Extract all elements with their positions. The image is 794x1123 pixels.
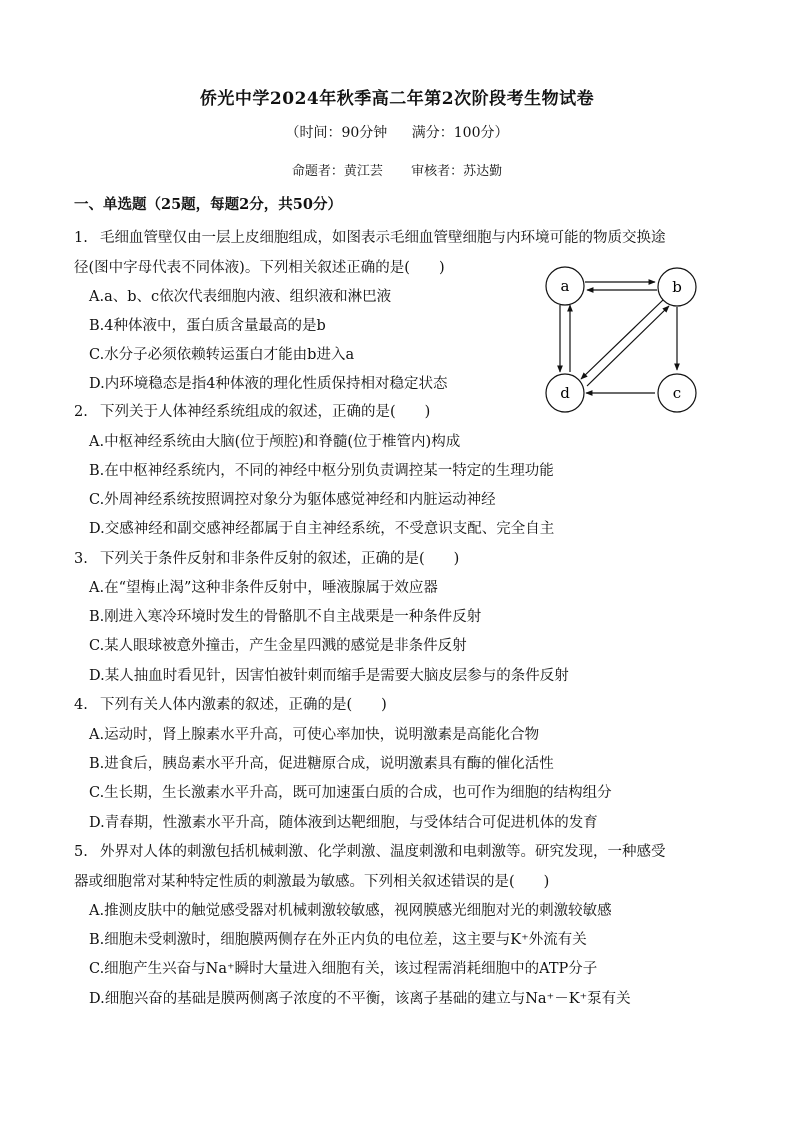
question-5-option-c: C.细胞产生兴奋与Na⁺瞬时大量进入细胞有关，该过程需消耗细胞中的ATP分子 <box>89 961 598 977</box>
node-c-label: c <box>672 384 682 402</box>
question-2-option-b: B.在中枢神经系统内，不同的神经中枢分别负责调控某一特定的生理功能 <box>89 463 554 479</box>
exam-time: （时间：90分钟 <box>285 125 388 141</box>
question-5-option-a: A.推测皮肤中的触觉感受器对机械刺激较敏感，视网膜感光细胞对光的刺激较敏感 <box>89 903 612 919</box>
arrow-d-to-b <box>587 306 669 386</box>
question-text: 下列关于人体神经系统组成的叙述，正确的是( ) <box>100 404 431 420</box>
question-4-stem <box>74 695 387 715</box>
exam-title: 侨光中学2024年秋季高二年第2次阶段考生物试卷 <box>199 89 595 109</box>
question-number: 2. <box>74 404 88 420</box>
reviewer-name: 审核者：苏达勤 <box>411 164 503 179</box>
question-3-option-c: C.某人眼球被意外撞击，产生金星四溅的感觉是非条件反射 <box>89 638 467 654</box>
exam-score: 满分：100分） <box>411 125 509 141</box>
node-b-label: b <box>672 278 682 296</box>
question-3-option-d: D.某人抽血时看见针，因害怕被针刺而缩手是需要大脑皮层参与的条件反射 <box>89 668 569 684</box>
question-1-option-c: C.水分子必须依赖转运蛋白才能由b进入a <box>89 347 355 363</box>
question-2-option-c: C.外周神经系统按照调控对象分为躯体感觉神经和内脏运动神经 <box>89 492 496 508</box>
author-name: 命题者：黄江芸 <box>291 164 383 179</box>
question-text: 毛细血管壁仅由一层上皮细胞组成，如图表示毛细血管壁细胞与内环境可能的物质交换途 <box>100 230 666 246</box>
question-3-stem <box>74 549 459 569</box>
question-text: 外界对人体的刺激包括机械刺激、化学刺激、温度刺激和电刺激等。研究发现，一种感受 <box>100 844 666 860</box>
question-text: 下列关于条件反射和非条件反射的叙述，正确的是( ) <box>100 551 460 567</box>
exam-info <box>0 122 794 142</box>
arrow-b-to-d <box>581 300 663 379</box>
question-2-option-d: D.交感神经和副交感神经都属于自主神经系统，不受意识支配、完全自主 <box>89 521 555 537</box>
question-number: 5. <box>74 844 88 860</box>
question-1-stem-line-2: 径(图中字母代表不同体液)。下列相关叙述正确的是( ) <box>74 260 445 276</box>
question-3-option-b: B.刚进入寒冷环境时发生的骨骼肌不自主战栗是一种条件反射 <box>89 609 482 625</box>
question-1-option-d: D.内环境稳态是指4种体液的理化性质保持相对稳定状态 <box>89 376 448 392</box>
question-4-option-c: C.生长期，生长激素水平升高，既可加速蛋白质的合成，也可作为细胞的结构组分 <box>89 785 612 801</box>
question-3-option-a: A.在“望梅止渴”这种非条件反射中，唾液腺属于效应器 <box>89 580 438 596</box>
section-heading: 一、单选题（25题，每题2分，共50分） <box>74 196 342 213</box>
question-number: 4. <box>74 697 88 713</box>
node-a-label: a <box>560 277 570 295</box>
question-1-option-a: A.a、b、c依次代表细胞内液、组织液和淋巴液 <box>89 289 392 305</box>
question-1-option-b: B.4种体液中，蛋白质含量最高的是b <box>89 318 326 334</box>
question-5-option-b: B.细胞未受刺激时，细胞膜两侧存在外正内负的电位差，这主要与K⁺外流有关 <box>89 932 587 948</box>
exam-authors <box>0 160 794 179</box>
question-5-option-d: D.细胞兴奋的基础是膜两侧离子浓度的不平衡，该离子基础的建立与Na⁺－K⁺泵有关 <box>89 991 631 1007</box>
node-d-label: d <box>560 384 570 402</box>
question-4-option-b: B.进食后，胰岛素水平升高，促进糖原合成，说明激素具有酶的催化活性 <box>89 756 554 772</box>
question-1-stem-line-1 <box>74 228 666 248</box>
question-2-option-a: A.中枢神经系统由大脑(位于颅腔)和脊髓(位于椎管内)构成 <box>89 434 461 450</box>
question-5-stem-line-2: 器或细胞常对某种特定性质的刺激最为敏感。下列相关叙述错误的是( ) <box>74 874 550 890</box>
body-fluid-diagram <box>535 262 735 422</box>
question-4-option-a: A.运动时，肾上腺素水平升高，可使心率加快，说明激素是高能化合物 <box>89 727 540 743</box>
question-number: 3. <box>74 551 88 567</box>
question-5-stem-line-1 <box>74 842 666 862</box>
question-text: 下列有关人体内激素的叙述，正确的是( ) <box>100 697 387 713</box>
question-2-stem <box>74 402 430 422</box>
question-4-option-d: D.青春期，性激素水平升高，随体液到达靶细胞，与受体结合可促进机体的发育 <box>89 815 598 831</box>
question-number: 1. <box>74 230 88 246</box>
